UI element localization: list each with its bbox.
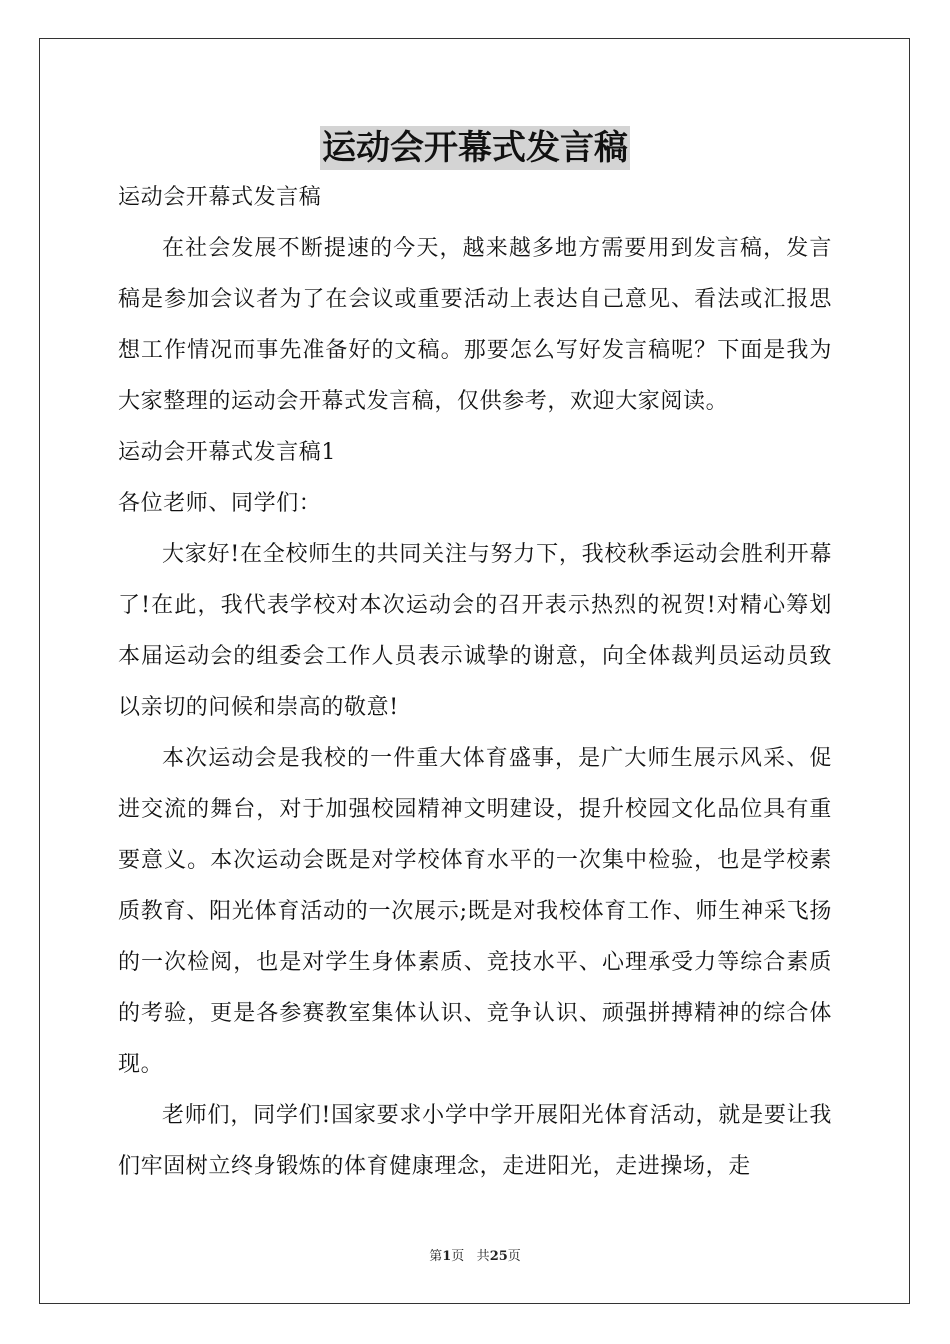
paragraph: 老师们，同学们!国家要求小学中学开展阳光体育活动，就是要让我们牢固树立终身锻炼的体育健康理念，走进阳光，走进操场，走	[118, 1103, 832, 1179]
paragraph: 本次运动会是我校的一件重大体育盛事，是广大师生展示风采、促进交流的舞台，对于加强校园精神文明建设，提升校园文化品位具有重要意义。本次运动会既是对学校体育水平的一次集中检验，也是学校素质教育、阳光体育活动的一次展示;既是对我校体育工作、师生神采飞扬的一次检阅，也是对学生身体素质、竞技水平、心理承受力等综合素质的考验，更是各参赛教室集体认识、竞争认识、顽强拼搏精神的综合体现。	[118, 746, 832, 1077]
footer-total-suffix: 页	[507, 1249, 521, 1264]
paragraph: 在社会发展不断提速的今天，越来越多地方需要用到发言稿，发言稿是参加会议者为了在会议或重要活动上表达自己意见、看法或汇报思想工作情况而事先准备好的文稿。那要怎么写好发言稿呢？下面是我为大家整理的运动会开幕式发言稿，仅供参考，欢迎大家阅读。	[118, 236, 832, 414]
footer-page-suffix: 页	[451, 1249, 465, 1264]
footer-total-prefix: 共	[476, 1249, 490, 1264]
footer-total-pages: 25	[489, 1249, 508, 1264]
paragraph: 运动会开幕式发言稿1	[118, 440, 336, 465]
title-container	[0, 126, 950, 170]
document-body	[118, 172, 832, 1192]
paragraph: 运动会开幕式发言稿	[118, 185, 322, 210]
document-title: 运动会开幕式发言稿	[322, 128, 628, 168]
paragraph: 大家好!在全校师生的共同关注与努力下，我校秋季运动会胜利开幕了!在此，我代表学校对本次运动会的召开表示热烈的祝贺!对精心筹划本届运动会的组委会工作人员表示诚挚的谢意，向全体裁判员运动员致以亲切的问候和崇高的敬意!	[118, 542, 832, 720]
page-footer	[0, 1248, 950, 1266]
footer-page-number: 1	[442, 1249, 452, 1264]
paragraph: 各位老师、同学们：	[118, 491, 322, 516]
footer-prefix: 第	[429, 1249, 443, 1264]
